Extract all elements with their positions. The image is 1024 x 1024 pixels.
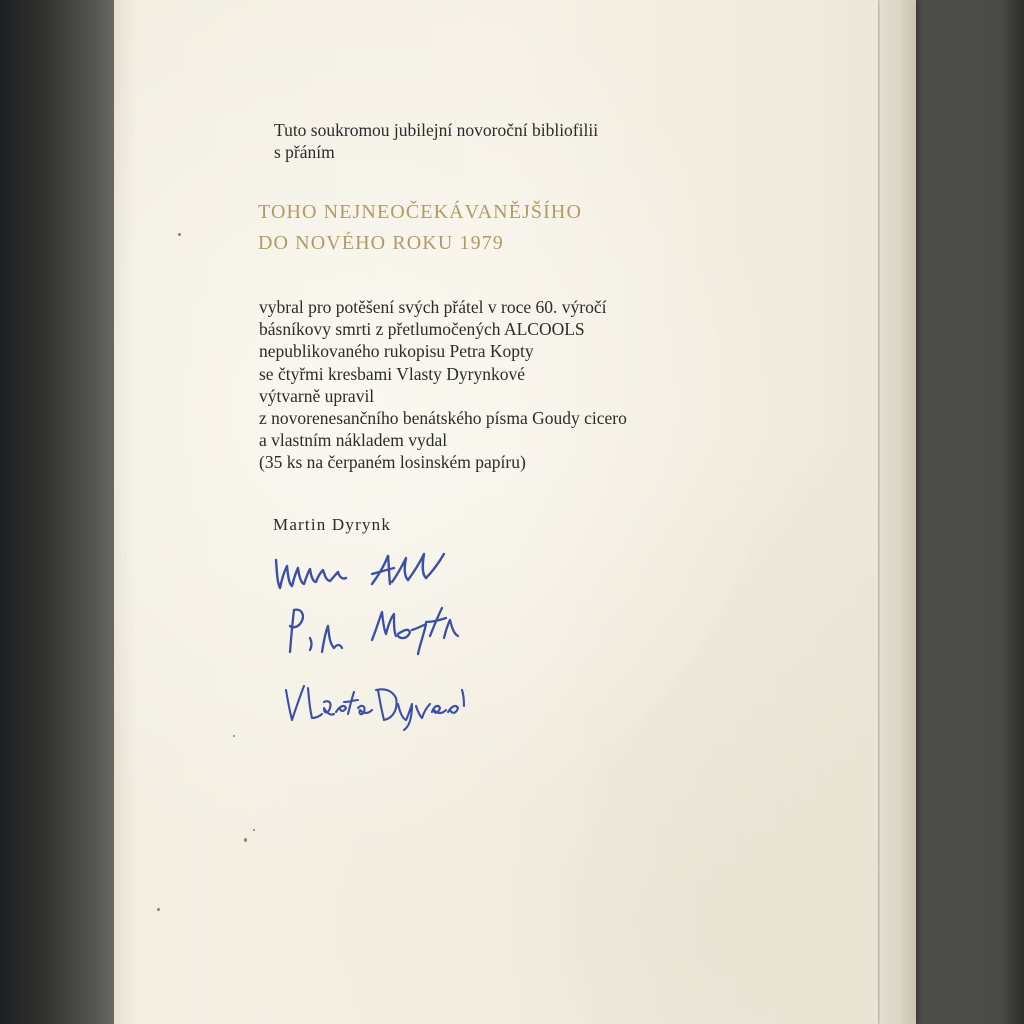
body-line: básníkovy smrti z přetlumočených ALCOOLS [259,319,585,340]
title-line: DO NOVÉHO ROKU 1979 [258,232,504,254]
body-line: nepublikovaného rukopisu Petra Kopty [259,341,534,362]
body-line: výtvarně upravil [259,385,375,406]
signature-vlasta-dyrynkova [278,672,478,732]
body-line: (35 ks na čerpaném losinském papíru) [259,452,526,473]
signature-martin-dyrynk [268,548,458,598]
intro-line: s přáním [274,142,335,163]
body-line: z novorenesančního benátského písma Goudy cicero [259,408,627,429]
paper-speck [157,908,160,911]
intro-line: Tuto soukromou jubilejní novoroční bibliofilii [274,120,599,140]
colophon-body [259,296,627,474]
body-line: vybral pro potěšení svých přátel v roce 60. výročí [259,297,607,317]
publisher-name: Martin Dyrynk [273,515,392,534]
paper-speck [253,829,255,831]
paper-speck [178,233,181,236]
title-line: TOHO NEJNEOČEKÁVANĚJŠÍHO [258,201,582,223]
body-line: se čtyřmi kresbami Vlasty Dyrynkové [259,363,526,384]
dedication-intro [274,119,598,164]
signature-petr-kopta [280,600,470,660]
new-year-title [258,197,582,259]
paper-speck [233,735,235,737]
paper-speck [244,838,247,842]
body-line: a vlastním nákladem vydal [259,430,448,451]
